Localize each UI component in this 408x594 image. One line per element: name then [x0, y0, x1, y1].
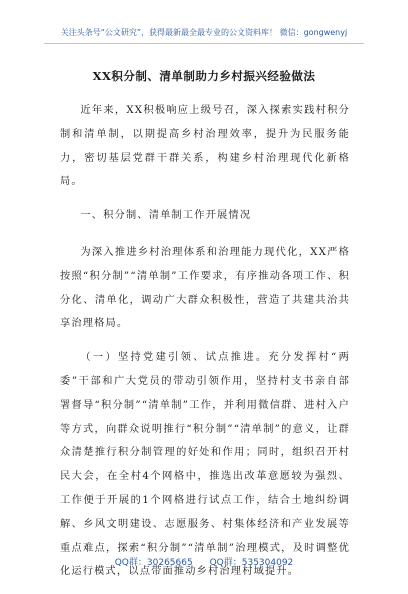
- footer-bar: [0, 555, 408, 568]
- section-intro-paragraph: 为深入推进乡村治理体系和治理能力现代化，XX严格按照“积分制”“清单制”工作要求，有序推动各项工作、积分化、清单化，调动广大群众积极性，营造了共建共治共享治理格局。: [60, 246, 350, 330]
- document-title: XX积分制、清单制助力乡村振兴经验做法: [92, 69, 316, 83]
- document-body: [60, 99, 350, 594]
- intro-paragraph: 近年来，XX积极响应上级号召，深入探索实践村积分制和清单制，以期提高乡村治理效率，提升为民服务能力，密切基层党群干群关系，构建乡村治理现代化新格局。: [60, 105, 350, 188]
- footer-qq-group-1: QQ群：30265665: [114, 558, 193, 568]
- header-banner: 关注头条号“公文研究”，获得最新最全最专业的公文资料库！ 微信：gongwenyj: [60, 28, 348, 37]
- subsection-paragraph: （一）坚持党建引领、试点推进。充分发挥村“两委”干部和广大党员的带动引领作用，坚持村支书亲自部署督导“积分制”“清单制”工作，并利用微信群、进村入户等方式，向群众说明推行“积分制”“清单制”的意义，让群众清楚推行积分制管理的好处和作用；同时，组织召开村民大会，在全村4个网格中，推选出改革意愿较为强烈、工作便于开展的1个网格进行试点工作，结合土地纠纷调解、乡风文明建设、志愿服务、村集体经济和产业发展等重点难点，探索“积分制”“清单制”治理模式，及时调整优化运行模式，以点带面推动乡村治理村域提升。: [60, 352, 350, 578]
- footer-qq-group-2: QQ群：535304092: [209, 558, 294, 568]
- section-heading: 一、积分制、清单制工作开展情况: [80, 210, 252, 222]
- header-divider: [44, 43, 364, 44]
